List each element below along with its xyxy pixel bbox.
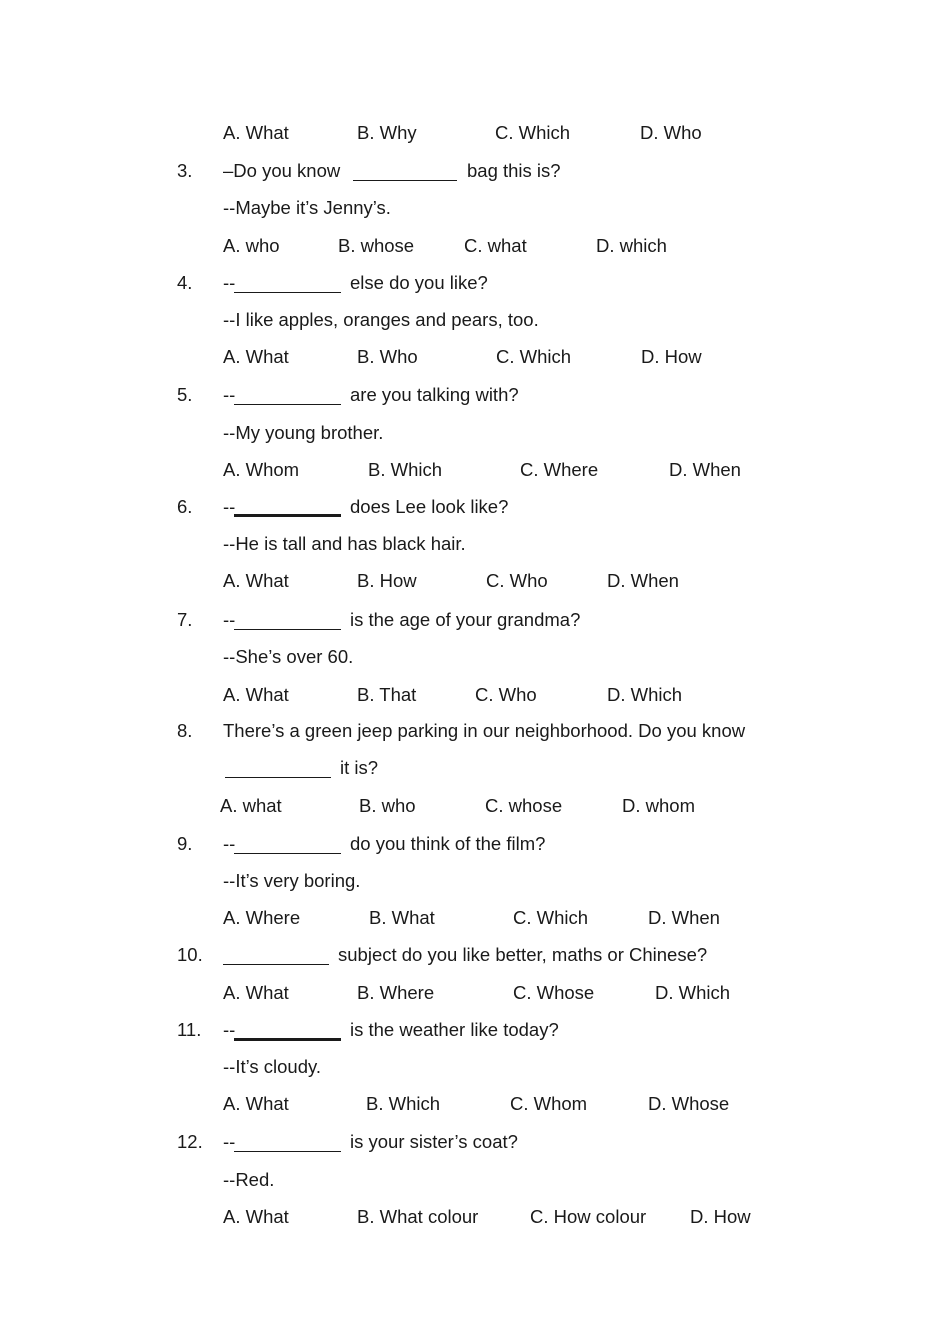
answer-blank[interactable] (234, 853, 341, 854)
question-prompt: -- (223, 833, 236, 854)
question-number: 4. (177, 272, 193, 293)
option: D. How (690, 1206, 751, 1227)
option: B. Which (366, 1093, 441, 1114)
option: A. What (223, 684, 289, 705)
answer-blank[interactable] (225, 777, 331, 778)
question-number: 6. (177, 496, 193, 517)
option: A. What (223, 570, 289, 591)
option: B. How (357, 570, 417, 591)
answer-line: --It’s very boring. (223, 870, 361, 891)
question-prompt: is the weather like today? (350, 1019, 559, 1040)
answer-line: --Red. (223, 1169, 275, 1190)
option: D. When (648, 907, 720, 928)
question-number: 11. (177, 1019, 202, 1040)
option: B. Which (368, 459, 443, 480)
option: C. How colour (530, 1206, 647, 1227)
option: D. Which (655, 982, 731, 1003)
option: C. Which (496, 346, 572, 367)
answer-blank[interactable] (234, 629, 341, 630)
question-number: 3. (177, 160, 193, 181)
option: D. Who (640, 122, 702, 143)
option: C. Whose (513, 982, 595, 1003)
question-prompt: subject do you like better, maths or Chinese? (338, 944, 708, 965)
option: D. How (641, 346, 702, 367)
option: A. What (223, 122, 289, 143)
question-prompt: -- (223, 1131, 236, 1152)
option: C. what (464, 235, 527, 256)
question-prompt: There’s a green jeep parking in our neighborhood. Do you know (223, 720, 746, 741)
option: B. What colour (357, 1206, 479, 1227)
question-prompt: -- (223, 496, 236, 517)
question-prompt: is the age of your grandma? (350, 609, 581, 630)
question-prompt: is your sister’s coat? (350, 1131, 518, 1152)
answer-blank[interactable] (234, 404, 341, 405)
option: C. Whom (510, 1093, 588, 1114)
question-number: 8. (177, 720, 193, 741)
option: B. who (359, 795, 416, 816)
answer-blank[interactable] (223, 964, 329, 965)
question-prompt: -- (223, 609, 236, 630)
option: A. What (223, 982, 289, 1003)
option: B. Why (357, 122, 417, 143)
answer-line: --I like apples, oranges and pears, too. (223, 309, 539, 330)
question-prompt: do you think of the film? (350, 833, 546, 854)
option: C. Where (520, 459, 599, 480)
option: D. which (596, 235, 667, 256)
answer-blank[interactable] (353, 180, 457, 181)
option: B. Who (357, 346, 418, 367)
answer-line: --My young brother. (223, 422, 384, 443)
option: A. who (223, 235, 280, 256)
answer-blank[interactable] (234, 1038, 341, 1041)
question-prompt: it is? (340, 757, 379, 778)
option: B. What (369, 907, 435, 928)
answer-line: --It’s cloudy. (223, 1056, 322, 1077)
option: D. Which (607, 684, 683, 705)
option: C. Which (495, 122, 571, 143)
option: B. whose (338, 235, 415, 256)
answer-line: --She’s over 60. (223, 646, 354, 667)
option: A. What (223, 346, 289, 367)
option: D. whom (622, 795, 695, 816)
option: A. Whom (223, 459, 300, 480)
answer-line: --Maybe it’s Jenny’s. (223, 197, 391, 218)
question-prompt: –Do you know (223, 160, 341, 181)
option: A. what (220, 795, 282, 816)
question-prompt: else do you like? (350, 272, 488, 293)
question-prompt: -- (223, 1019, 236, 1040)
option: B. Where (357, 982, 435, 1003)
option: C. Who (475, 684, 537, 705)
option: D. Whose (648, 1093, 730, 1114)
option: C. Which (513, 907, 589, 928)
question-prompt: bag this is? (467, 160, 561, 181)
answer-blank[interactable] (234, 1151, 341, 1152)
answer-blank[interactable] (234, 292, 341, 293)
option: D. When (607, 570, 679, 591)
option: B. That (357, 684, 417, 705)
option: C. Who (486, 570, 548, 591)
question-number: 12. (177, 1131, 203, 1152)
question-number: 9. (177, 833, 193, 854)
question-number: 5. (177, 384, 193, 405)
question-prompt: does Lee look like? (350, 496, 509, 517)
question-prompt: -- (223, 272, 236, 293)
question-prompt: -- (223, 384, 236, 405)
option: A. Where (223, 907, 301, 928)
question-number: 10. (177, 944, 203, 965)
question-prompt: are you talking with? (350, 384, 519, 405)
option: C. whose (485, 795, 563, 816)
question-number: 7. (177, 609, 193, 630)
answer-blank[interactable] (234, 514, 341, 517)
option: A. What (223, 1093, 289, 1114)
option: D. When (669, 459, 741, 480)
answer-line: --He is tall and has black hair. (223, 533, 466, 554)
option: A. What (223, 1206, 289, 1227)
